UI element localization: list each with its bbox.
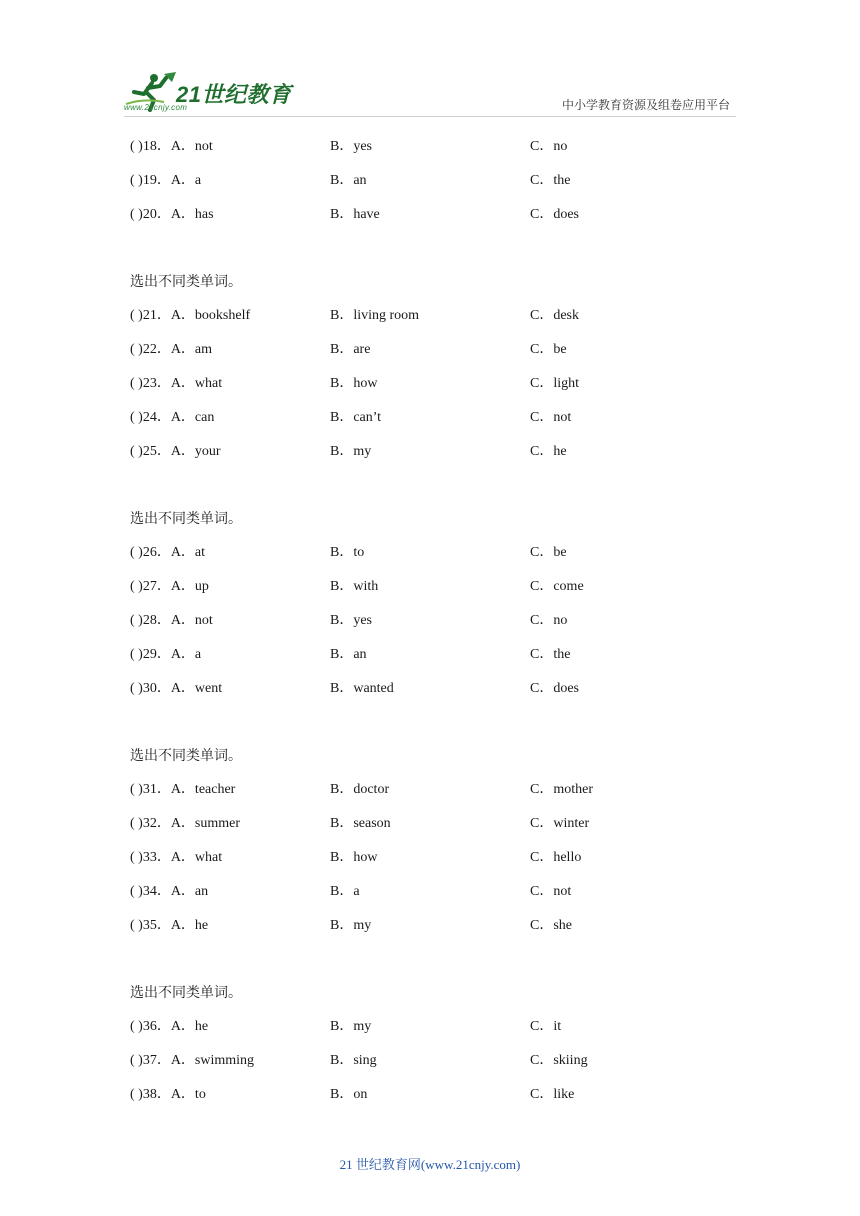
option-a: ( )26．A．at: [130, 545, 206, 560]
question-row: [130, 401, 750, 435]
option-b: B．yes: [330, 139, 372, 154]
option-a: ( )27．A．up: [130, 579, 209, 594]
option-c: C．skiing: [530, 1053, 588, 1068]
question-row: [130, 672, 750, 706]
question-row: [130, 1044, 750, 1078]
option-b: B．my: [330, 918, 372, 933]
option-c: C．he: [530, 444, 567, 459]
section-title: 选出不同类单词。: [130, 511, 242, 527]
option-b: B．doctor: [330, 782, 390, 797]
question-group-continued: [130, 130, 750, 232]
option-c: C．no: [530, 613, 568, 628]
option-a: ( )30．A．went: [130, 681, 223, 696]
option-a: ( )22．A．am: [130, 342, 213, 357]
option-b: B．yes: [330, 613, 372, 628]
option-c: C．winter: [530, 816, 590, 831]
option-b: B．a: [330, 884, 360, 899]
option-c: C．desk: [530, 308, 579, 323]
header-divider: [124, 116, 736, 117]
question-row: [130, 130, 750, 164]
question-row: [130, 773, 750, 807]
option-b: B．with: [330, 579, 379, 594]
option-b: B．living room: [330, 308, 420, 323]
option-c: C．not: [530, 884, 572, 899]
worksheet: [130, 130, 750, 1112]
option-a: ( )28．A．not: [130, 613, 213, 628]
option-c: C．be: [530, 342, 567, 357]
option-b: B．how: [330, 850, 378, 865]
option-b: B．season: [330, 816, 391, 831]
section-gap: [130, 469, 750, 502]
question-row: [130, 435, 750, 469]
option-c: C．does: [530, 207, 579, 222]
option-a: ( )29．A．a: [130, 647, 202, 662]
option-c: C．she: [530, 918, 572, 933]
option-b: B．my: [330, 444, 372, 459]
question-row: [130, 299, 750, 333]
section-title: 选出不同类单词。: [130, 274, 242, 290]
question-row: [130, 841, 750, 875]
question-row: [130, 604, 750, 638]
question-row: [130, 367, 750, 401]
option-b: B．can’t: [330, 410, 382, 425]
option-b: B．are: [330, 342, 371, 357]
option-c: C．like: [530, 1087, 575, 1102]
option-a: ( )36．A．he: [130, 1019, 209, 1034]
section-gap: [130, 706, 750, 739]
option-c: C．no: [530, 139, 568, 154]
option-b: B．an: [330, 173, 367, 188]
question-row: [130, 909, 750, 943]
option-a: ( )31．A．teacher: [130, 782, 236, 797]
page-footer: 21 世纪教育网(www.21cnjy.com): [339, 1157, 521, 1172]
option-b: B．on: [330, 1087, 368, 1102]
option-c: C．be: [530, 545, 567, 560]
option-a: ( )25．A．your: [130, 444, 221, 459]
option-a: ( )24．A．can: [130, 410, 215, 425]
section-gap: [130, 943, 750, 976]
question-row: [130, 1010, 750, 1044]
option-c: C．light: [530, 376, 580, 391]
section-title: 选出不同类单词。: [130, 985, 242, 1001]
option-a: ( )33．A．what: [130, 850, 223, 865]
option-a: ( )32．A．summer: [130, 816, 241, 831]
option-a: ( )19．A．a: [130, 173, 202, 188]
option-a: ( )23．A．what: [130, 376, 223, 391]
option-c: C．does: [530, 681, 579, 696]
option-c: C．it: [530, 1019, 562, 1034]
question-row: [130, 536, 750, 570]
option-b: B．my: [330, 1019, 372, 1034]
section-title: 选出不同类单词。: [130, 748, 242, 764]
option-a: ( )37．A．swimming: [130, 1053, 255, 1068]
logo: [124, 70, 294, 116]
question-sections: [130, 232, 750, 1112]
option-c: C．the: [530, 647, 571, 662]
option-c: C．hello: [530, 850, 582, 865]
question-row: [130, 198, 750, 232]
option-b: B．wanted: [330, 681, 394, 696]
option-c: C．mother: [530, 782, 593, 797]
option-a: ( )18．A．not: [130, 139, 213, 154]
option-a: ( )38．A．to: [130, 1087, 206, 1102]
option-b: B．an: [330, 647, 367, 662]
option-c: C．not: [530, 410, 572, 425]
question-row: [130, 875, 750, 909]
question-row: [130, 638, 750, 672]
option-c: C．the: [530, 173, 571, 188]
question-row: [130, 1078, 750, 1112]
option-b: B．sing: [330, 1053, 377, 1068]
option-a: ( )20．A．has: [130, 207, 214, 222]
question-row: [130, 164, 750, 198]
option-b: B．how: [330, 376, 378, 391]
page-header: [0, 0, 860, 120]
question-row: [130, 570, 750, 604]
option-b: B．have: [330, 207, 380, 222]
section-gap: [130, 232, 750, 265]
option-b: B．to: [330, 545, 365, 560]
option-c: C．come: [530, 579, 584, 594]
option-a: ( )34．A．an: [130, 884, 209, 899]
logo-text: 21世纪教育: [176, 82, 292, 107]
option-a: ( )21．A．bookshelf: [130, 308, 251, 323]
logo-url: www.21cnjy.com: [124, 103, 188, 112]
option-a: ( )35．A．he: [130, 918, 209, 933]
question-row: [130, 807, 750, 841]
question-row: [130, 333, 750, 367]
platform-title: 中小学教育资源及组卷应用平台: [561, 98, 730, 112]
